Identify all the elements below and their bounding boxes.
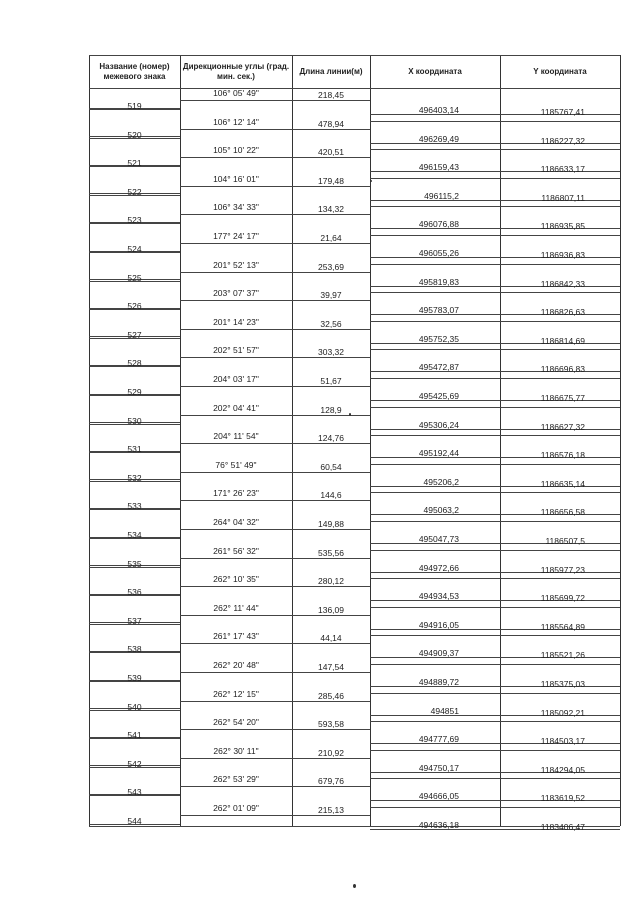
row-divider bbox=[180, 386, 370, 387]
x-coordinate-cell: 494909,37 bbox=[418, 648, 459, 659]
row-divider bbox=[180, 758, 370, 759]
y-coordinate-cell: 1186675,77 bbox=[540, 393, 585, 403]
y-coordinate-cell: 1186814,69 bbox=[540, 335, 585, 346]
row-divider bbox=[180, 701, 370, 702]
angle-cell: 171° 26' 23" bbox=[213, 488, 259, 499]
header-angle: Дирекционные углы (град. мин. сек.) bbox=[182, 62, 290, 81]
y-coordinate-cell: 1185699,72 bbox=[540, 593, 585, 604]
x-coordinate-cell: 494934,53 bbox=[418, 591, 459, 602]
point-name-cell: 530 bbox=[127, 415, 142, 426]
angle-cell: 104° 16' 01" bbox=[213, 173, 259, 184]
y-coordinate-cell: 1186627,32 bbox=[540, 421, 585, 432]
point-name-cell: 537 bbox=[127, 615, 142, 626]
point-name-cell: 535 bbox=[127, 558, 142, 569]
y-coordinate-cell: 1183619,52 bbox=[540, 793, 585, 804]
x-coordinate-cell: 496403,14 bbox=[418, 105, 459, 115]
angle-cell: 201° 14' 23" bbox=[213, 316, 259, 327]
point-name-cell: 522 bbox=[127, 186, 142, 197]
length-cell: 44,14 bbox=[320, 633, 342, 644]
row-divider bbox=[370, 750, 620, 751]
row-divider bbox=[370, 206, 620, 207]
header-name: Название (номер) межевого знака bbox=[99, 62, 170, 81]
row-divider bbox=[180, 415, 370, 416]
row-divider bbox=[370, 321, 620, 322]
row-divider bbox=[180, 186, 370, 187]
point-name-cell: 524 bbox=[127, 244, 142, 254]
y-coordinate-cell: 1186635,14 bbox=[540, 478, 585, 489]
row-divider bbox=[370, 721, 620, 722]
angle-cell: 262° 01' 09" bbox=[213, 803, 259, 813]
row-divider bbox=[180, 300, 370, 301]
y-coordinate-cell: 1186227,32 bbox=[540, 135, 585, 146]
y-coordinate-cell: 1185564,89 bbox=[540, 621, 585, 632]
angle-cell: 261° 56' 32" bbox=[213, 545, 259, 556]
point-name-cell: 539 bbox=[127, 673, 142, 683]
length-cell: 420,51 bbox=[318, 147, 344, 158]
x-coordinate-cell: 494889,72 bbox=[418, 677, 459, 687]
row-divider bbox=[370, 521, 620, 522]
angle-cell: 204° 11' 54" bbox=[213, 431, 259, 442]
row-divider bbox=[370, 550, 620, 551]
x-coordinate-cell: 496269,49 bbox=[418, 133, 459, 144]
angle-cell: 264° 04' 32" bbox=[213, 517, 259, 527]
header-x: X координата bbox=[408, 67, 462, 76]
row-divider bbox=[370, 264, 620, 265]
row-divider bbox=[370, 435, 620, 436]
row-divider bbox=[180, 672, 370, 673]
header-length: Длина линии(м) bbox=[299, 67, 363, 76]
length-cell: 679,76 bbox=[318, 776, 344, 787]
row-divider bbox=[370, 664, 620, 665]
x-coordinate-cell: 494777,69 bbox=[418, 734, 459, 745]
angle-cell: 202° 04' 41" bbox=[213, 402, 259, 413]
y-coordinate-cell: 1186656,58 bbox=[540, 507, 585, 518]
y-coordinate-cell: 1186696,83 bbox=[540, 364, 585, 375]
length-cell: 210,92 bbox=[318, 747, 344, 758]
length-cell: 21,64 bbox=[320, 233, 342, 243]
x-coordinate-cell: 495472,87 bbox=[418, 362, 459, 373]
angle-cell: 202° 51' 57" bbox=[213, 345, 259, 356]
point-name-cell: 543 bbox=[127, 787, 142, 798]
row-divider bbox=[180, 157, 370, 158]
row-divider bbox=[180, 214, 370, 215]
row-divider bbox=[370, 149, 620, 150]
point-name-cell: 533 bbox=[127, 501, 142, 512]
row-divider bbox=[370, 292, 620, 293]
angle-cell: 261° 17' 43" bbox=[213, 631, 259, 642]
row-divider bbox=[370, 178, 620, 179]
angle-cell: 106° 12' 14" bbox=[213, 116, 259, 127]
point-name-cell: 523 bbox=[127, 215, 142, 226]
angle-cell: 262° 20' 48" bbox=[213, 660, 259, 670]
row-divider bbox=[370, 607, 620, 608]
angle-cell: 177° 24' 17" bbox=[213, 231, 259, 241]
row-divider bbox=[370, 635, 620, 636]
y-coordinate-cell: 1186935,85 bbox=[540, 221, 585, 232]
point-name-cell: 526 bbox=[127, 301, 142, 312]
row-divider bbox=[370, 492, 620, 493]
point-name-cell: 531 bbox=[127, 444, 142, 455]
x-coordinate-cell: 495425,69 bbox=[418, 391, 459, 401]
point-name-cell: 541 bbox=[127, 730, 142, 741]
x-coordinate-cell: 496076,88 bbox=[418, 219, 459, 230]
point-name-cell: 534 bbox=[127, 530, 142, 540]
y-coordinate-cell: 1185375,03 bbox=[540, 679, 585, 689]
x-coordinate-cell: 495819,83 bbox=[418, 276, 459, 287]
point-name-cell: 519 bbox=[127, 101, 142, 111]
length-cell: 134,32 bbox=[318, 204, 344, 215]
angle-cell: 262° 53' 29" bbox=[213, 774, 259, 785]
angle-cell: 201° 52' 13" bbox=[213, 259, 259, 270]
y-coordinate-cell: 1183406,47 bbox=[540, 822, 585, 832]
angle-cell: 106° 05' 49" bbox=[213, 88, 259, 98]
row-divider bbox=[180, 529, 370, 530]
y-coordinate-cell: 1186807,11 bbox=[541, 192, 585, 203]
row-divider bbox=[180, 100, 370, 101]
row-divider bbox=[180, 729, 370, 730]
row-divider bbox=[180, 329, 370, 330]
scan-speck bbox=[370, 180, 372, 182]
x-coordinate-cell: 495752,35 bbox=[418, 333, 459, 344]
row-divider bbox=[180, 615, 370, 616]
x-coordinate-cell: 494750,17 bbox=[418, 762, 459, 773]
point-name-cell: 528 bbox=[127, 358, 142, 369]
x-coordinate-cell: 494851 bbox=[430, 705, 459, 716]
length-cell: 253,69 bbox=[318, 261, 344, 272]
row-divider bbox=[370, 778, 620, 779]
length-cell: 593,58 bbox=[318, 719, 344, 730]
point-name-cell: 521 bbox=[127, 158, 142, 169]
point-name-cell: 538 bbox=[127, 644, 142, 655]
row-divider bbox=[180, 357, 370, 358]
angle-cell: 262° 12' 15" bbox=[213, 688, 259, 699]
y-coordinate-cell: 1186842,33 bbox=[540, 278, 585, 289]
angle-cell: 106° 34' 33" bbox=[213, 202, 259, 213]
row-divider bbox=[180, 500, 370, 501]
y-coordinate-cell: 1186576,18 bbox=[540, 450, 585, 461]
length-cell: 144,6 bbox=[320, 490, 342, 501]
header-y: Y координата bbox=[533, 67, 587, 76]
length-cell: 218,45 bbox=[318, 90, 344, 100]
row-divider bbox=[89, 88, 620, 89]
scan-speck bbox=[349, 413, 351, 416]
y-coordinate-cell: 1186826,63 bbox=[540, 307, 585, 318]
length-cell: 285,46 bbox=[318, 690, 344, 701]
x-coordinate-cell: 494916,05 bbox=[418, 619, 459, 630]
angle-cell: 262° 10' 35" bbox=[213, 574, 259, 585]
row-divider bbox=[370, 407, 620, 408]
point-name-cell: 529 bbox=[127, 387, 142, 397]
row-divider bbox=[89, 55, 620, 56]
length-cell: 147,54 bbox=[318, 662, 344, 672]
y-coordinate-cell: 1186633,17 bbox=[540, 164, 585, 175]
x-coordinate-cell: 495206,2 bbox=[423, 476, 459, 487]
row-divider bbox=[180, 129, 370, 130]
length-cell: 535,56 bbox=[318, 547, 344, 558]
y-coordinate-cell: 1186936,83 bbox=[540, 250, 585, 260]
length-cell: 136,09 bbox=[318, 604, 344, 615]
row-divider bbox=[370, 349, 620, 350]
angle-cell: 262° 30' 11" bbox=[213, 745, 259, 756]
angle-cell: 262° 11' 44" bbox=[213, 602, 259, 613]
x-coordinate-cell: 495047,73 bbox=[418, 534, 459, 544]
y-coordinate-cell: 1185977,23 bbox=[540, 564, 585, 575]
angle-cell: 105° 10' 22" bbox=[213, 145, 259, 156]
x-coordinate-cell: 496115,2 bbox=[424, 190, 459, 201]
x-coordinate-cell: 494666,05 bbox=[418, 791, 459, 802]
length-cell: 32,56 bbox=[320, 318, 342, 329]
row-divider bbox=[370, 578, 620, 579]
point-name-cell: 536 bbox=[127, 587, 142, 598]
x-coordinate-cell: 495306,24 bbox=[418, 419, 459, 430]
row-divider bbox=[180, 815, 370, 816]
row-divider bbox=[370, 464, 620, 465]
length-cell: 215,13 bbox=[318, 805, 344, 815]
length-cell: 280,12 bbox=[318, 576, 344, 587]
length-cell: 303,32 bbox=[318, 347, 344, 358]
length-cell: 128,9 bbox=[320, 404, 342, 415]
point-name-cell: 542 bbox=[127, 758, 142, 769]
x-coordinate-cell: 495192,44 bbox=[418, 448, 459, 459]
length-cell: 124,76 bbox=[318, 433, 344, 444]
column-divider bbox=[620, 55, 621, 826]
row-divider bbox=[180, 272, 370, 273]
point-name-cell: 544 bbox=[127, 816, 142, 826]
point-name-cell: 520 bbox=[127, 129, 142, 140]
point-name-cell: 540 bbox=[127, 701, 142, 712]
row-divider bbox=[370, 378, 620, 379]
length-cell: 39,97 bbox=[320, 290, 342, 301]
x-coordinate-cell: 496159,43 bbox=[418, 162, 459, 173]
row-divider bbox=[370, 121, 620, 122]
x-coordinate-cell: 495063,2 bbox=[423, 505, 459, 516]
row-divider bbox=[180, 243, 370, 244]
row-divider bbox=[370, 693, 620, 694]
length-cell: 149,88 bbox=[318, 519, 344, 529]
row-divider bbox=[180, 586, 370, 587]
length-cell: 60,54 bbox=[320, 461, 342, 472]
row-divider bbox=[180, 443, 370, 444]
x-coordinate-cell: 496055,26 bbox=[418, 248, 459, 258]
angle-cell: 76° 51' 49" bbox=[215, 459, 257, 470]
row-divider bbox=[180, 643, 370, 644]
y-coordinate-cell: 1184503,17 bbox=[540, 736, 585, 747]
y-coordinate-cell: 1185521,26 bbox=[540, 650, 585, 661]
row-divider bbox=[370, 235, 620, 236]
row-divider bbox=[180, 558, 370, 559]
angle-cell: 204° 03' 17" bbox=[213, 374, 259, 384]
point-name-cell: 532 bbox=[127, 472, 142, 483]
y-coordinate-cell: 1184294,05 bbox=[540, 764, 585, 775]
angle-cell: 203° 07' 37" bbox=[213, 288, 259, 299]
y-coordinate-cell: 1186507,5 bbox=[545, 536, 585, 546]
y-coordinate-cell: 1185092,21 bbox=[540, 707, 585, 718]
scan-speck bbox=[353, 884, 356, 888]
x-coordinate-cell: 495783,07 bbox=[418, 305, 459, 316]
point-name-cell: 527 bbox=[127, 329, 142, 340]
y-coordinate-cell: 1185767,41 bbox=[540, 107, 585, 117]
angle-cell: 262° 54' 20" bbox=[213, 717, 259, 728]
row-divider bbox=[180, 786, 370, 787]
point-name-cell: 525 bbox=[127, 272, 142, 283]
row-divider bbox=[370, 807, 620, 808]
length-cell: 179,48 bbox=[318, 175, 344, 186]
x-coordinate-cell: 494972,66 bbox=[418, 562, 459, 573]
length-cell: 478,94 bbox=[318, 118, 344, 129]
x-coordinate-cell: 494636,18 bbox=[418, 820, 459, 830]
row-divider bbox=[180, 472, 370, 473]
length-cell: 51,67 bbox=[320, 376, 342, 386]
